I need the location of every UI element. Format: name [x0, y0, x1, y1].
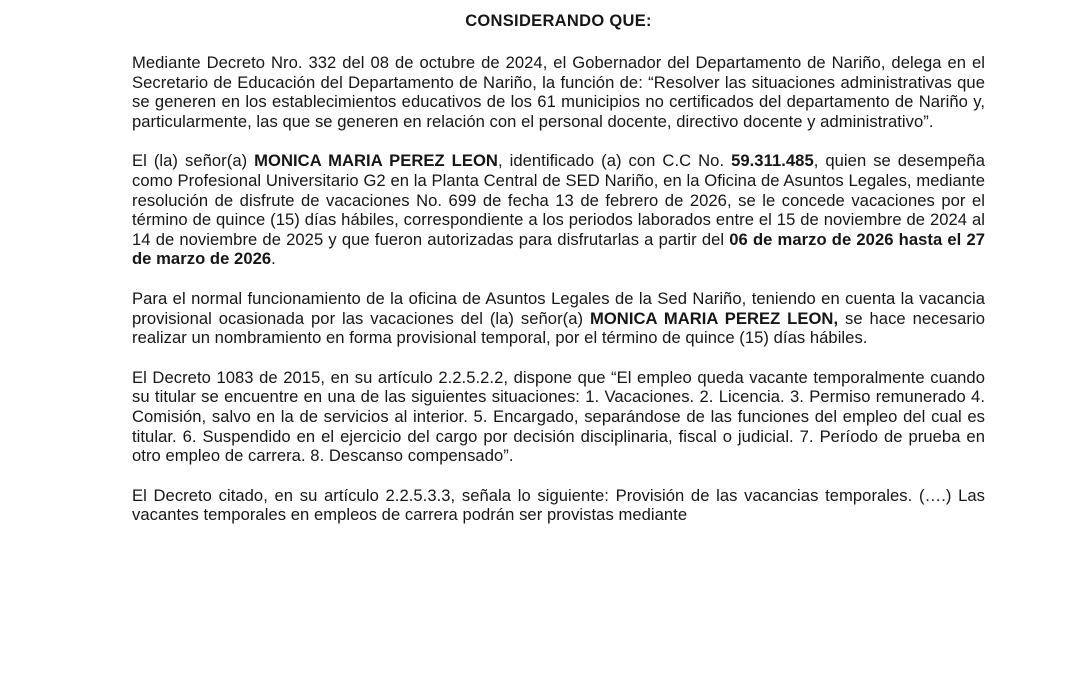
paragraph-vacancy-need: [132, 289, 985, 348]
section-heading: CONSIDERANDO QUE:: [465, 12, 652, 30]
employee-name: MONICA MARIA PEREZ LEON: [254, 151, 498, 171]
paragraph-vacation-grant: [132, 151, 985, 269]
text-segment: , identificado (a) con C.C No.: [497, 151, 732, 171]
paragraph-decree-1083: El Decreto 1083 de 2015, en su artículo 2.2.5.2.2, dispone que “El empleo queda vacante temporalmente cuando su titular se encuentre en una de las siguientes situaciones: 1. Vacaciones. 2. Licencia. 3. Permiso remunerado 4. Comisión, salvo en la de servicios al interior. 5. Encargado, separándose de las funciones del empleo del cual es titular. 6. Suspendido en el ejercicio del cargo por decisión disciplinaria, fiscal o judicial. 7. Período de prueba en otro empleo de carrera. 8. Descanso compensado”.: [132, 367, 985, 466]
employee-name: MONICA MARIA PEREZ LEON,: [589, 308, 839, 328]
vacation-dates: 06 de marzo de 2026 hasta el 27 de marzo de 2026: [132, 229, 985, 269]
employee-id-number: 59.311.485: [731, 151, 814, 171]
text-segment: , quien se desempeña como Profesional Universitario G2 en la Planta Central de SED Nariño, en la Oficina de Asuntos Legales, mediante resolución de disfrute de vacaciones No. 699 de fecha 13 de febrero de 2026, se le concede vacaciones por el término de quince (15) días hábiles, correspondiente a los periodos laborados entre el 15 de noviembre de 2024 al 14 de noviembre de 2025 y que fueron autorizadas para disfrutarlas a partir del: [132, 151, 985, 249]
text-segment: .: [271, 249, 276, 269]
paragraph-decree-delegation: Mediante Decreto Nro. 332 del 08 de octubre de 2024, el Gobernador del Departamento de Nariño, delega en el Secretario de Educación del Departamento de Nariño, la función de: “Resolver las situaciones administrativas que se generen en los establecimientos educativos de los 61 municipios no certificados del departamento de Nariño y, particularmente, las que se generen en relación con el personal docente, directivo docente y administrativo”.: [132, 53, 985, 131]
text-segment: El (la) señor(a): [132, 151, 255, 171]
paragraph-decree-provision: El Decreto citado, en su artículo 2.2.5.3.3, señala lo siguiente: Provisión de las vacancias temporales. (….) Las vacantes temporales en empleos de carrera podrán ser provistas mediante: [132, 485, 985, 525]
text-segment: se hace necesario realizar un nombramiento en forma provisional temporal, por el término de quince (15) días hábiles.: [132, 308, 985, 348]
text-segment: Para el normal funcionamiento de la oficina de Asuntos Legales de la Sed Nariño, teniendo en cuenta la vacancia provisional ocasionada por las vacaciones del (la) señor(a): [132, 288, 985, 328]
